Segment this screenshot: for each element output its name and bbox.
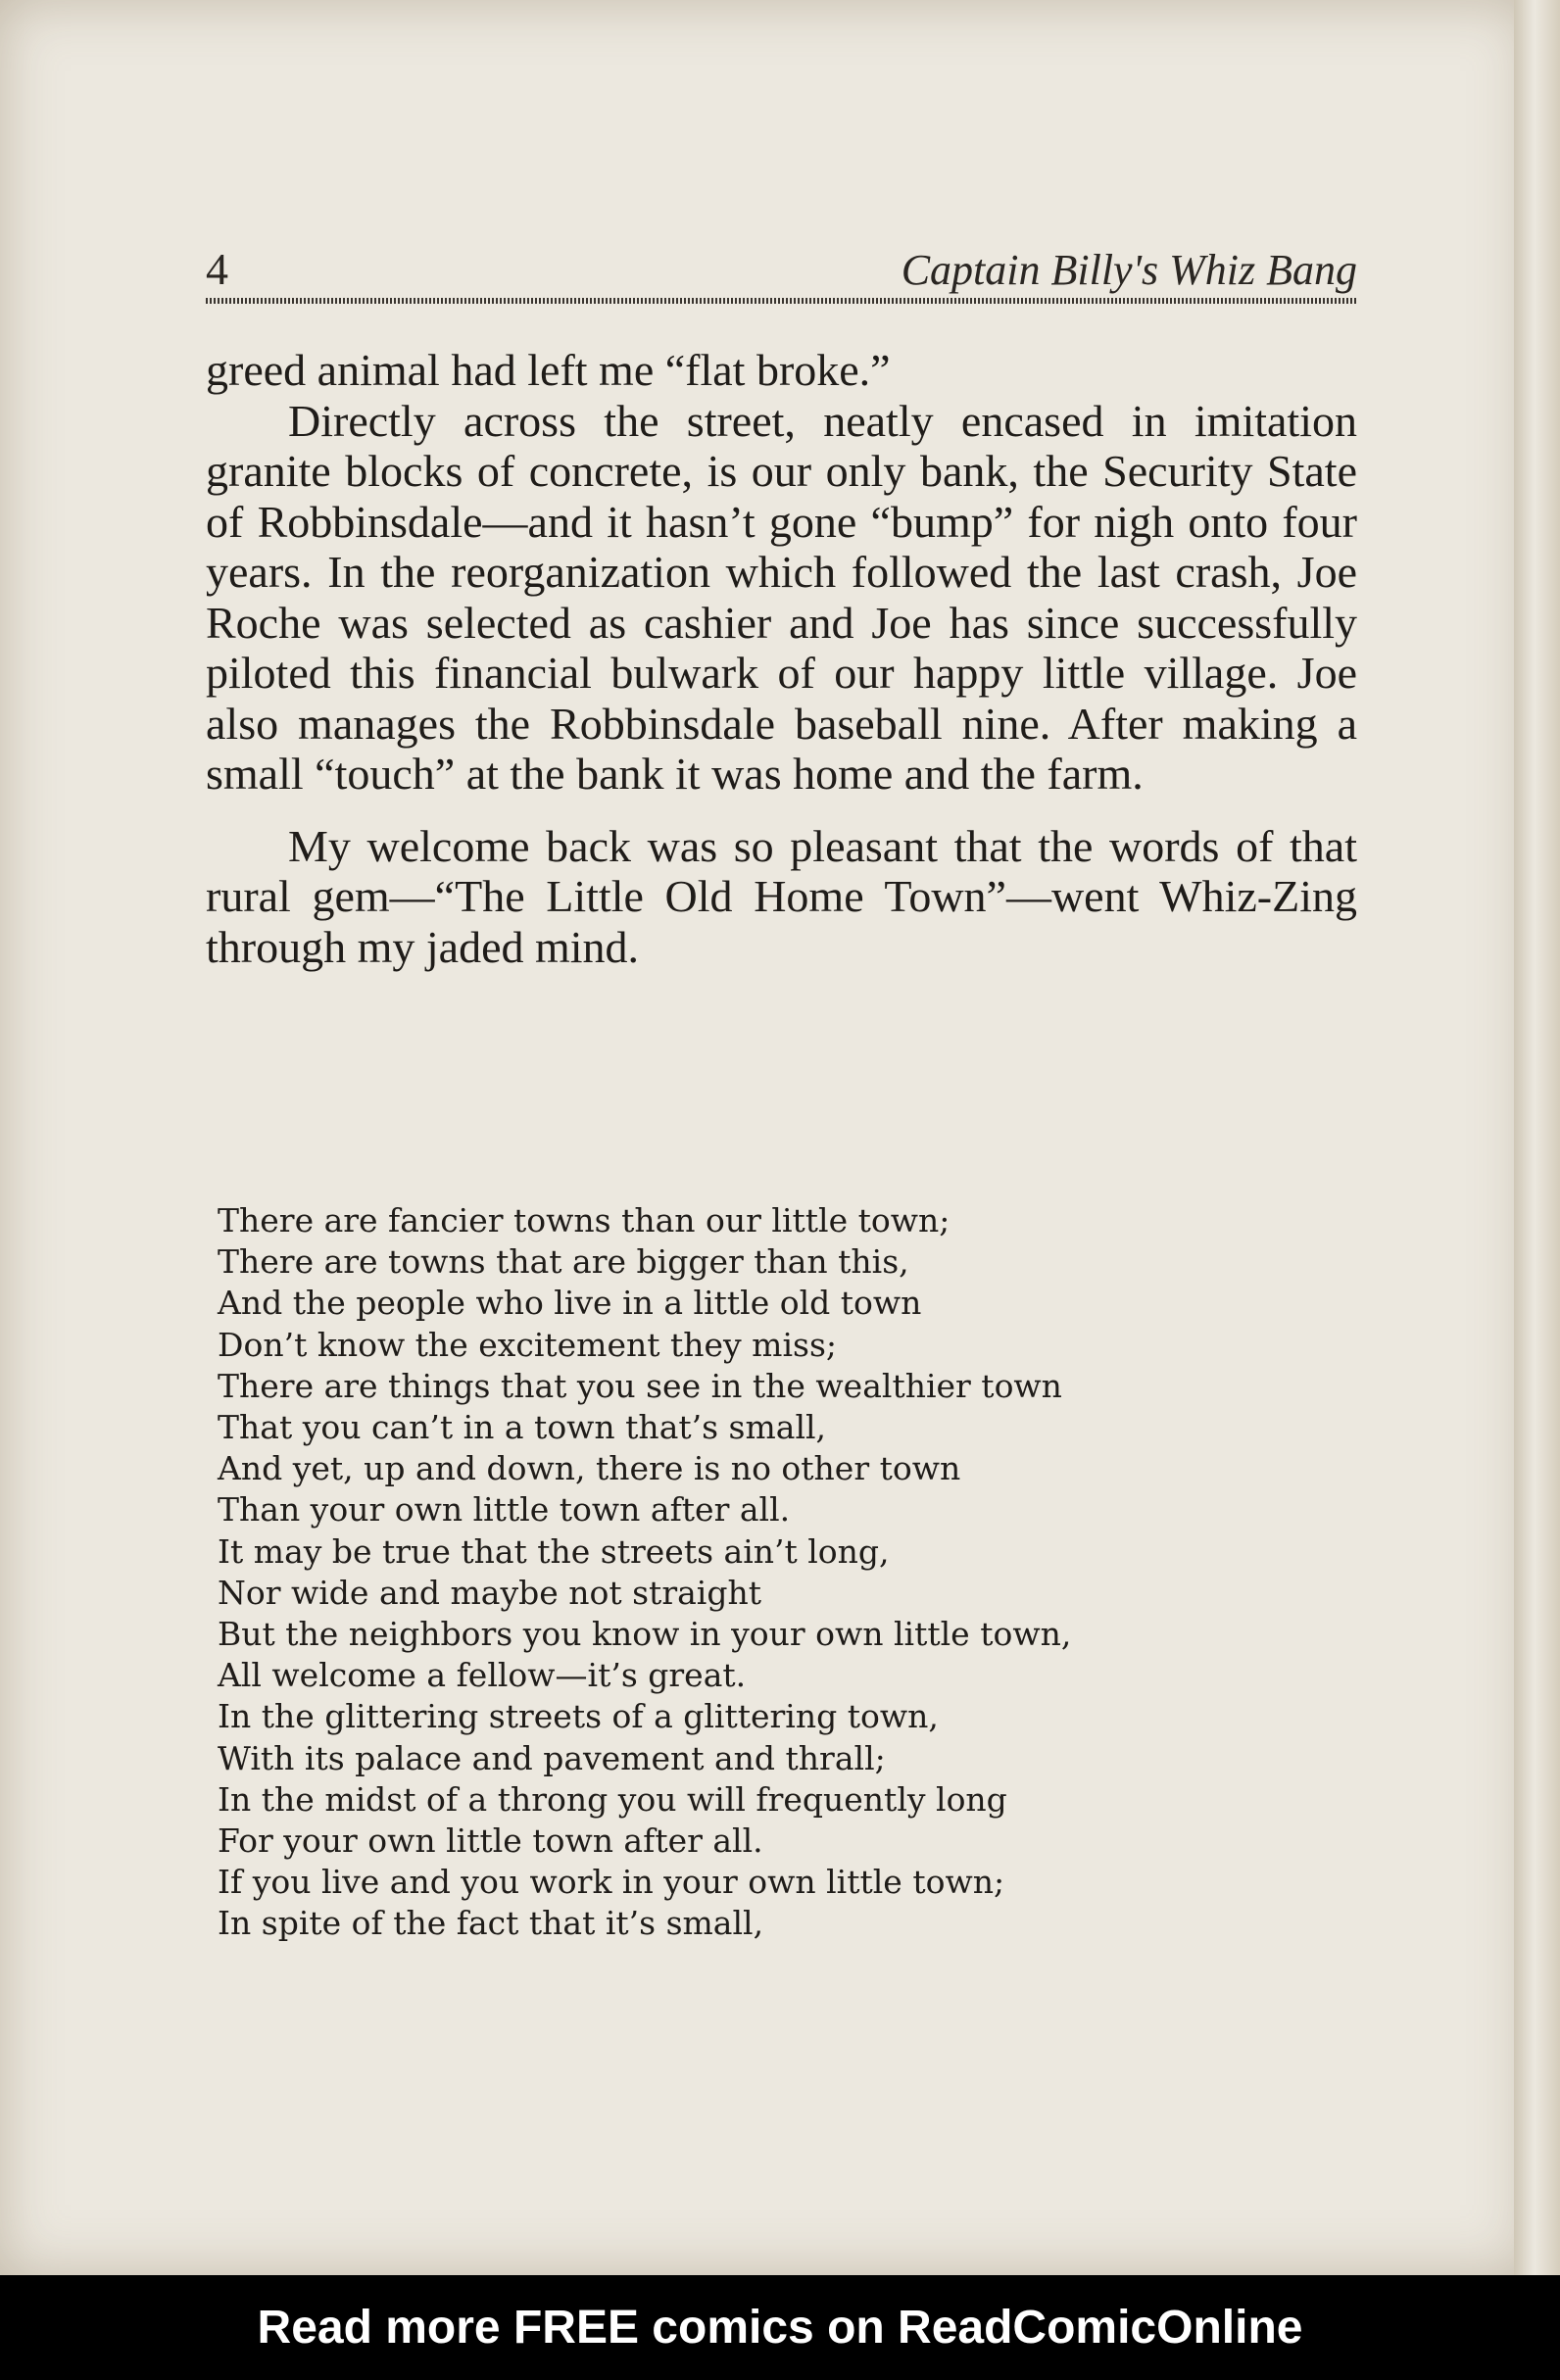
footer-link-text[interactable]: Read more FREE comics on ReadComicOnline <box>257 2302 1303 2354</box>
poem-line: And the people who live in a little old town <box>218 1284 922 1323</box>
poem-line: There are towns that are bigger than this, <box>218 1242 909 1282</box>
prose-body <box>206 345 1357 972</box>
page-header <box>206 243 1357 302</box>
poem-line: All welcome a fellow—it’s great. <box>218 1656 747 1695</box>
page-number: 4 <box>206 244 228 294</box>
poem-line: There are fancier towns than our little town; <box>218 1201 951 1239</box>
footer-banner[interactable] <box>0 2275 1560 2380</box>
poem-line: There are things that you see in the wealthier town <box>218 1366 1062 1405</box>
book-spine <box>1514 0 1560 2275</box>
header-rule <box>206 298 1357 304</box>
poem-line: Don’t know the excitement they miss; <box>218 1325 838 1364</box>
poem-line: That you can’t in a town that’s small, <box>218 1408 827 1447</box>
paragraph-1: greed animal had left me “flat broke.” <box>206 345 891 395</box>
poem-line: With its palace and pavement and thrall; <box>218 1738 886 1777</box>
poem-line: In the midst of a throng you will frequently long <box>218 1779 1007 1819</box>
poem <box>218 1200 1354 1945</box>
poem-line: Than your own little town after all. <box>218 1490 791 1530</box>
poem-line: Nor wide and maybe not straight <box>218 1573 761 1612</box>
poem-line: If you live and you work in your own little town; <box>218 1863 1005 1902</box>
poem-line: In spite of the fact that it’s small, <box>218 1904 764 1943</box>
poem-line: For your own little town after all. <box>218 1821 763 1861</box>
paragraph-3: My welcome back was so pleasant that the words of that rural gem—“The Little Old Home Town”—went Whiz-Zing through my jaded mind. <box>206 820 1357 972</box>
poem-line: And yet, up and down, there is no other town <box>218 1449 961 1488</box>
poem-line: But the neighbors you know in your own little town, <box>218 1615 1072 1654</box>
paragraph-2: Directly across the street, neatly encased in imitation granite blocks of concrete, is our only bank, the Security State of Robbinsdale—and it hasn’t gone “bump” for nigh onto four years. In the reorganization which followed the last crash, Joe Roche was selected as cashier and Joe has since successfully piloted this financial bulwark of our happy little village. Joe also manages the Robbinsdale baseball nine. After making a small “touch” at the bank it was home and the farm. <box>206 395 1357 799</box>
poem-line: In the glittering streets of a glittering town, <box>218 1697 939 1736</box>
running-title: Captain Billy's Whiz Bang <box>901 246 1357 294</box>
poem-line: It may be true that the streets ain’t long, <box>218 1531 890 1571</box>
